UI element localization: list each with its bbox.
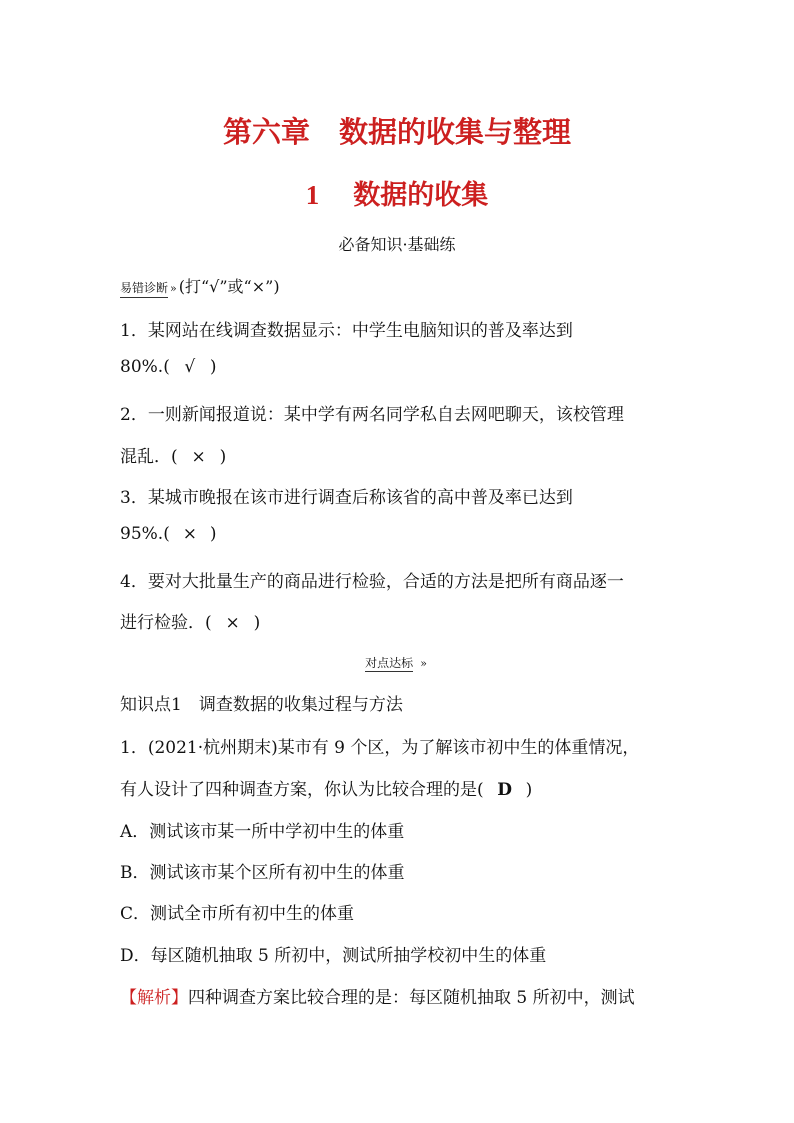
judgement-item-2-answer: ×	[191, 447, 206, 467]
knowledge-point-heading: 知识点1 调查数据的收集过程与方法	[120, 695, 403, 715]
option-d: D．每区随机抽取 5 所初中，测试所抽学校初中生的体重	[120, 946, 547, 966]
judgement-item-3-line-2	[120, 524, 216, 544]
judgement-item-1-text: 80%.(	[120, 357, 170, 377]
question-answer: D	[497, 780, 513, 800]
option-c: C．测试全市所有初中生的体重	[120, 904, 355, 924]
judgement-item-2-text: 混乱．(	[120, 447, 178, 467]
error-check-label: 易错诊断	[120, 279, 168, 298]
option-a: A．测试该市某一所中学初中生的体重	[120, 822, 405, 842]
practice-tag-label: 对点达标	[365, 656, 414, 670]
analysis-label: 【解析】	[120, 988, 188, 1008]
judgement-item-1-line-1: 1．某网站在线调查数据显示：中学生电脑知识的普及率达到	[120, 321, 573, 341]
judgement-item-2-line-1: 2．一则新闻报道说：某中学有两名同学私自去网吧聊天，该校管理	[120, 405, 624, 425]
chapter-title: 第六章 数据的收集与整理	[222, 115, 571, 149]
judgement-item-3-text: 95%.(	[120, 524, 170, 544]
section-title	[0, 173, 794, 212]
judgement-item-1-answer: √	[184, 357, 196, 377]
judgement-item-4-line-2	[120, 608, 260, 633]
judgement-item-3-close: )	[209, 524, 217, 544]
error-check-tag	[120, 274, 280, 298]
question-stem-line-1: 1．(2021·杭州期末)某市有 9 个区，为了解该市初中生的体重情况，	[120, 738, 640, 758]
judgement-item-3-answer: ×	[182, 524, 197, 544]
judgement-item-4-line-1: 4．要对大批量生产的商品进行检验，合适的方法是把所有商品逐一	[120, 572, 624, 592]
judgement-item-4-answer: ×	[225, 613, 240, 633]
judgement-item-3-line-1: 3．某城市晚报在该市进行调查后称该省的高中普及率已达到	[120, 488, 573, 508]
practice-tag	[0, 652, 794, 671]
question-close: )	[525, 780, 533, 800]
judgement-item-1-close: )	[209, 357, 217, 377]
judgement-item-4-close: )	[253, 613, 261, 633]
section-name: 数据的收集	[353, 180, 489, 211]
option-b: B．测试该市某个区所有初中生的体重	[120, 863, 405, 883]
section-number: 1	[305, 180, 320, 210]
analysis-text: 四种调查方案比较合理的是：每区随机抽取 5 所初中，测试	[188, 988, 635, 1008]
judgement-item-4-text: 进行检验．(	[120, 613, 212, 633]
judgement-item-2-line-2	[120, 442, 226, 467]
judgement-item-1-line-2	[120, 357, 216, 377]
practice-tag-arrow: »	[420, 657, 427, 670]
subheading: 必备知识·基础练	[338, 235, 456, 254]
question-stem-text: 有人设计了四种调查方案，你认为比较合理的是(	[120, 780, 484, 800]
question-stem-line-2	[120, 775, 532, 800]
error-check-arrow: »	[170, 282, 177, 295]
error-check-hint: (打“√”或“×”)	[178, 277, 280, 296]
judgement-item-2-close: )	[219, 447, 227, 467]
analysis-line	[120, 983, 635, 1008]
